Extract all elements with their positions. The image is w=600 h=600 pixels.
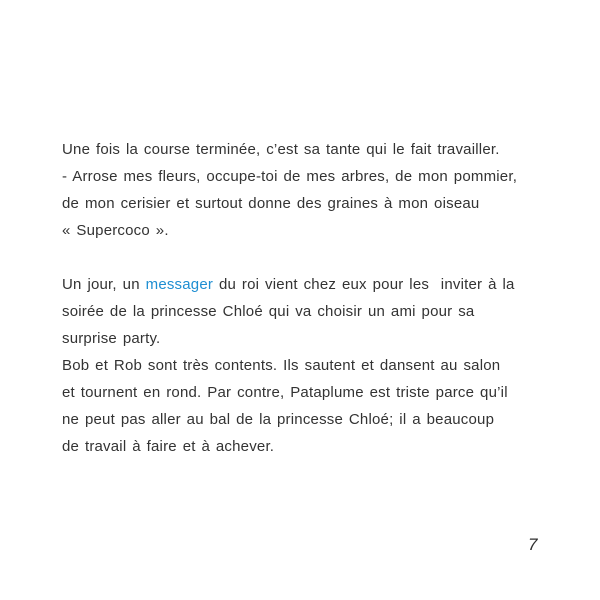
page-number: 7	[528, 535, 538, 554]
paragraph-2-line-3: surprise party.	[62, 330, 161, 347]
paragraph-1-line-4: « Supercoco ».	[62, 222, 169, 239]
paragraph-2-line-4: Bob et Rob sont très contents. Ils sautent et dansent au salon	[62, 357, 501, 374]
paragraph-1	[62, 136, 562, 244]
paragraph-2-line-1	[62, 271, 562, 298]
paragraph-2	[62, 271, 562, 460]
paragraph-2-line-6: ne peut pas aller au bal de la princesse Chloé; il a beaucoup	[62, 411, 495, 428]
paragraph-1-line-3: de mon cerisier et surtout donne des graines à mon oiseau	[62, 195, 480, 212]
paragraph-2-line-2: soirée de la princesse Chloé qui va choisir un ami pour sa	[62, 303, 475, 320]
paragraph-2-line-5: et tournent en rond. Par contre, Pataplume est triste parce qu’il	[62, 384, 508, 401]
story-text-block	[62, 136, 562, 460]
paragraph-spacer	[62, 244, 562, 271]
paragraph-2-line-7: de travail à faire et à achever.	[62, 438, 275, 455]
paragraph-2-line-1-prefix: Un jour, un	[62, 276, 146, 293]
paragraph-1-line-2: - Arrose mes fleurs, occupe-toi de mes arbres, de mon pommier,	[62, 168, 518, 185]
paragraph-1-line-1: Une fois la course terminée, c’est sa tante qui le fait travailler.	[62, 141, 500, 158]
paragraph-2-line-1-suffix: du roi vient chez eux pour les inviter à la	[213, 276, 515, 293]
highlighted-word-messager: messager	[145, 276, 214, 293]
